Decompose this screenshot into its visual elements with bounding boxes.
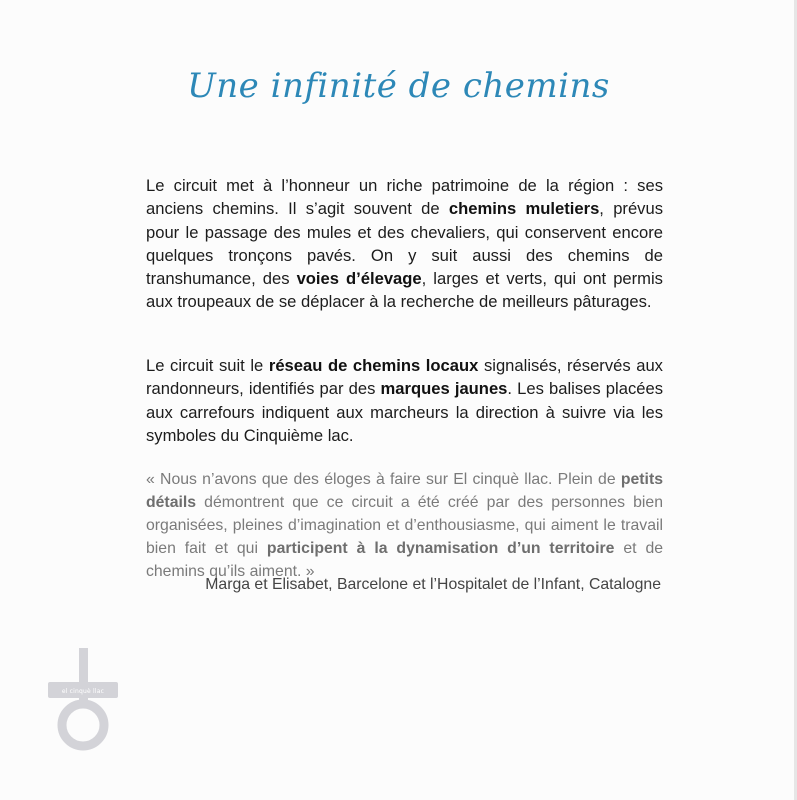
page-title: Une infinité de chemins [187,66,610,106]
quote-text: « Nous n’avons que des éloges à faire sur El cinquè llac. Plein de [146,471,621,488]
quote-text: démontrent que ce circuit a été créé par des personnes bien organisées, pleines d’imagination et d’enthousiasme, qui aiment le travail bien fait et qui [146,494,663,557]
paragraph-text: Le circuit met à l’honneur un riche patrimoine de la région : ses anciens chemins. Il s’agit souvent de [146,176,663,219]
quote-text: et de chemins qu’ils aiment. » [146,540,664,580]
paragraph-text: signalisés, réservés aux randonneurs, identifiés par des [146,356,663,399]
paragraph-text: . Les balises placées aux carrefours indiquent aux marcheurs la direction à suivre via les symboles du Cinquième lac. [146,379,663,445]
quote-emphasis: petits détails [146,471,663,511]
cinque-llac-logo-icon [48,648,118,752]
logo-graphic [48,648,118,752]
emphasis-text: voies d’élevage [296,269,422,289]
paragraph-heritage [146,174,663,314]
emphasis-text: chemins muletiers [448,199,600,219]
emphasis-text: réseau de chemins locaux [268,356,479,375]
testimonial-quote [146,468,663,583]
logo-label: el cinquè llac [61,688,105,695]
quote-emphasis: participent à la dynamisation d’un territoire [266,540,615,557]
paragraph-network [146,354,663,447]
emphasis-text: marques jaunes [380,379,508,399]
paragraph-text: , larges et verts, qui ont permis aux troupeaux de se déplacer à la recherche de meilleurs pâturages. [146,269,663,312]
paragraph-text: , prévus pour le passage des mules et des chevaliers, qui conservent encore quelques tronçons pavés. On y suit aussi des chemins de transhumance, des [146,199,663,289]
paragraph-text: Le circuit suit le [146,356,269,375]
quote-attribution: Marga et Elisabet, Barcelone et l’Hospitalet de l’Infant, Catalogne [205,576,661,593]
